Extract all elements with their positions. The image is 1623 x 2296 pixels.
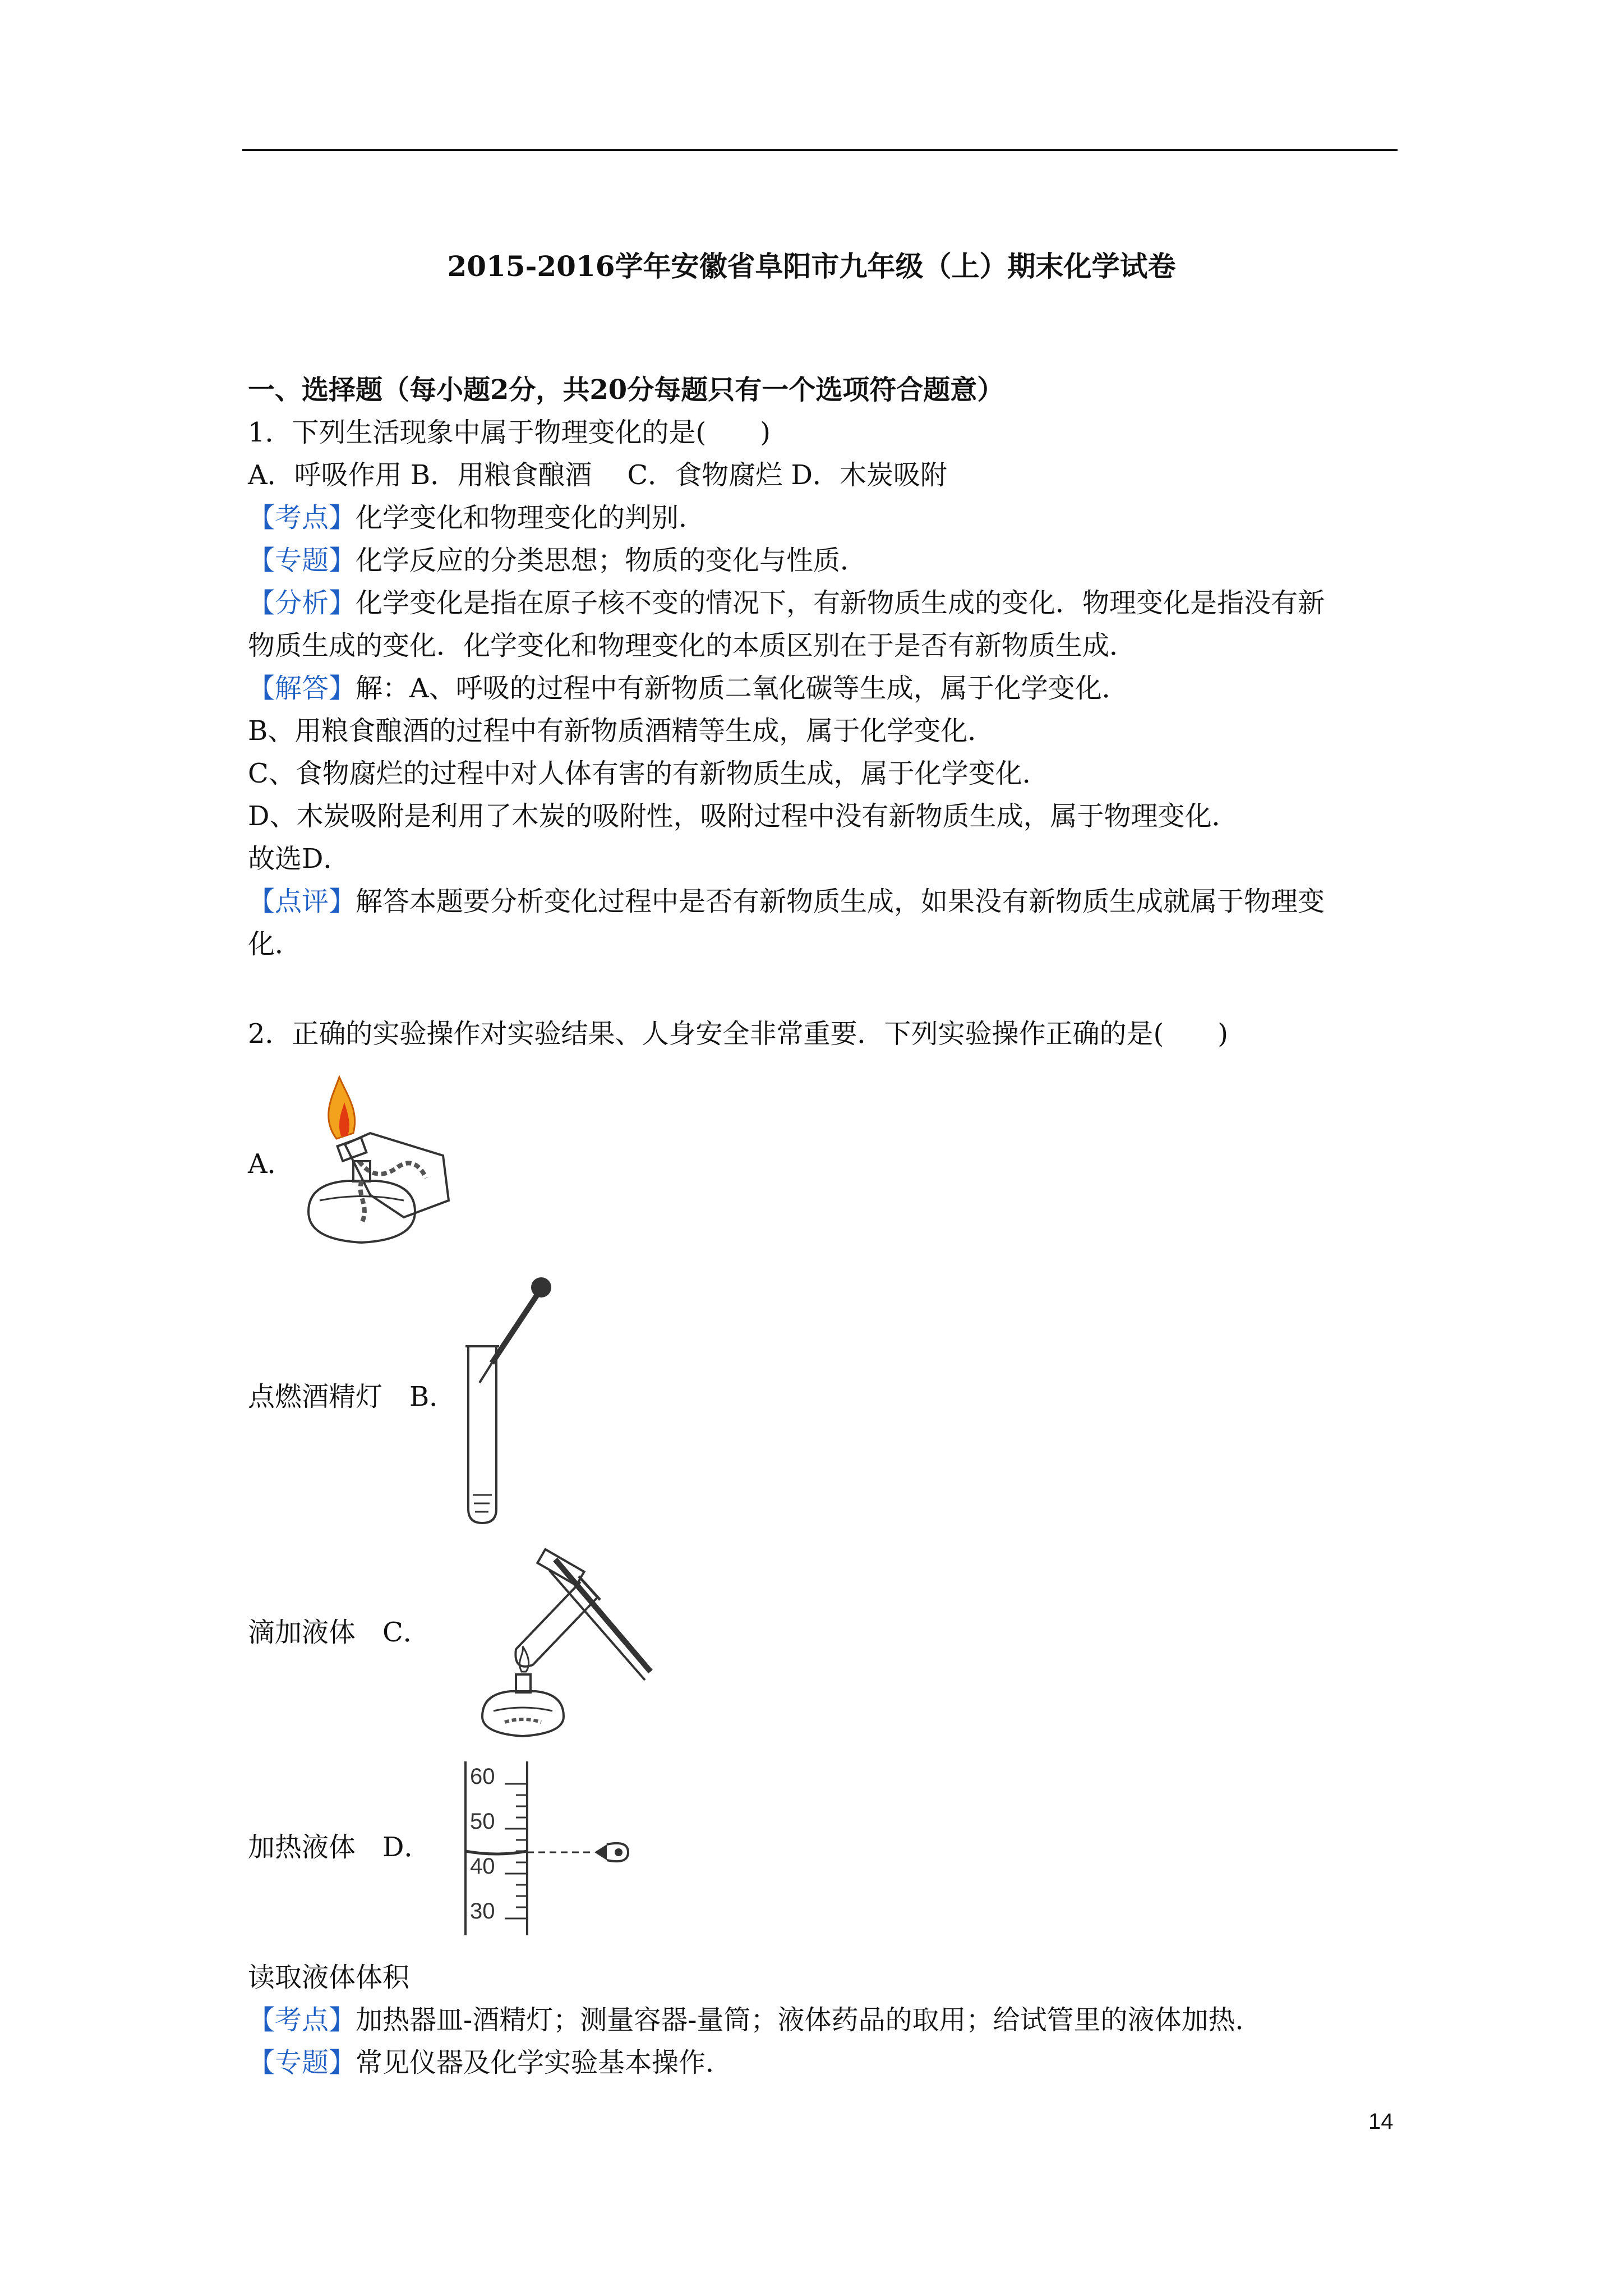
dianping-text-1: 解答本题要分析变化过程中是否有新物质生成，如果没有新物质生成就属于物理变 (356, 886, 1325, 917)
q1-kaodian (248, 498, 1403, 537)
q1-fenxi (248, 583, 1403, 623)
fenxi-text-1: 化学变化是指在原子核不变的情况下，有新物质生成的变化．物理变化是指没有新 (356, 587, 1325, 619)
q1-jieda (248, 669, 1403, 708)
q2-zhuanti (248, 2043, 1403, 2082)
tag-jieda: 【解答】 (248, 673, 356, 704)
tag-dianping: 【点评】 (248, 886, 356, 917)
q2-option-b-row (248, 1377, 1403, 1416)
q2-option-b-label: B． (409, 1381, 457, 1412)
zhuanti-text: 化学反应的分类思想；物质的变化与性质． (356, 545, 868, 576)
q2-stem: 2．正确的实验操作对实验结果、人身安全非常重要．下列实验操作正确的是( ) (248, 1018, 1228, 1050)
tag-zhuanti-2: 【专题】 (248, 2047, 356, 2078)
caption-b: 滴加液体 (248, 1617, 356, 1648)
kaodian-text-2: 加热器皿-酒精灯；测量容器-量筒；液体药品的取用；给试管里的液体加热． (356, 2004, 1262, 2036)
alcohol-lamp-figure (286, 1071, 499, 1262)
q2-kaodian (248, 2000, 1403, 2040)
caption-c: 加热液体 (248, 1832, 356, 1863)
q2-option-a-label: A． (248, 1148, 294, 1180)
q1-dianping (248, 882, 1403, 921)
q2-option-d-label: D． (382, 1832, 431, 1863)
kaodian-text: 化学变化和物理变化的判别． (356, 502, 706, 533)
caption-a: 点燃酒精灯 (248, 1381, 383, 1412)
page-title: 2015-2016学年安徽省阜阳市九年级（上）期末化学试卷 (447, 250, 1176, 283)
tick-50: 50 (470, 1809, 495, 1834)
jieda-text-4: D、木炭吸附是利用了木炭的吸附性，吸附过程中没有新物质生成，属于物理变化． (248, 800, 1239, 832)
tag-fenxi: 【分析】 (248, 587, 356, 619)
tick-30: 30 (470, 1899, 495, 1924)
header-rule (242, 149, 1398, 151)
graduated-cylinder-figure (460, 1756, 639, 1941)
q1-answer: 故选D． (248, 843, 351, 875)
jieda-text-2: B、用粮食酿酒的过程中有新物质酒精等生成，属于化学变化． (248, 715, 995, 747)
q1-stem: 1．下列生活现象中属于物理变化的是( ) (248, 417, 771, 448)
dianping-text-2: 化． (248, 928, 302, 960)
jieda-text-3: C、食物腐烂的过程中对人体有害的有新物质生成，属于化学变化． (248, 758, 1049, 789)
tag-kaodian-2: 【考点】 (248, 2004, 356, 2036)
q1-zhuanti (248, 541, 1403, 580)
tick-60: 60 (470, 1764, 495, 1789)
q2-option-c-row (248, 1613, 1403, 1652)
q1-options: A．呼吸作用 B．用粮食酿酒 C．食物腐烂 D．木炭吸附 (248, 459, 947, 491)
tag-zhuanti: 【专题】 (248, 545, 356, 576)
zhuanti-text-2: 常见仪器及化学实验基本操作． (356, 2047, 733, 2078)
caption-d: 读取液体体积 (248, 1962, 410, 1993)
heating-test-tube-figure (460, 1537, 662, 1739)
section-heading: 一、选择题（每小题2分，共20分每题只有一个选项符合题意） (248, 374, 1004, 406)
q2-option-c-label: C． (382, 1617, 430, 1648)
tick-40: 40 (470, 1854, 495, 1879)
jieda-text-1: 解：A、呼吸的过程中有新物质二氧化碳等生成，属于化学变化． (356, 673, 1129, 704)
tag-kaodian: 【考点】 (248, 502, 356, 533)
page-number: 14 (1368, 2109, 1394, 2134)
q2-option-d-row (248, 1828, 1403, 1867)
dropper-test-tube-figure (457, 1273, 558, 1531)
fenxi-text-2: 物质生成的变化．化学变化和物理变化的本质区别在于是否有新物质生成． (248, 630, 1137, 661)
